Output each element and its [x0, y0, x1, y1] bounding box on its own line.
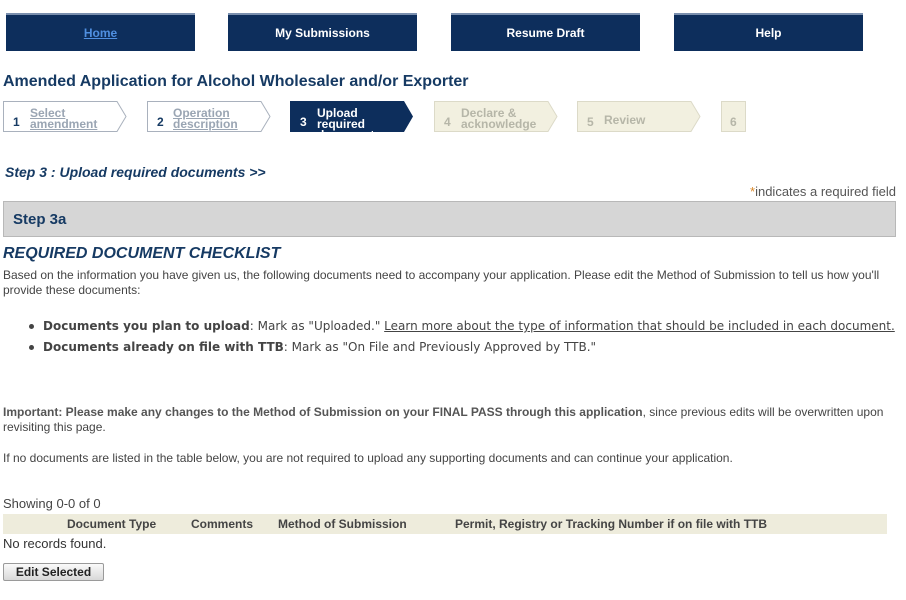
table-header [3, 514, 887, 534]
nav-my-submissions-button[interactable]: My Submissions [228, 13, 417, 51]
instruction-list [26, 316, 898, 358]
learn-more-link[interactable]: Learn more about the type of information that should be included in each document. [384, 319, 895, 333]
nav-resume-draft-button[interactable]: Resume Draft [451, 13, 640, 51]
nav-home-button[interactable]: Home [6, 13, 195, 51]
column-document-type[interactable]: Document Type [67, 517, 157, 531]
step-number: 6 [730, 115, 737, 129]
step-number: 5 [587, 115, 594, 129]
step-label: Upload required documents [317, 106, 382, 142]
step-number: 1 [13, 115, 20, 129]
required-field-note: *indicates a required field [750, 184, 896, 199]
step-number: 4 [444, 115, 451, 129]
edit-selected-button[interactable]: Edit Selected [3, 563, 104, 581]
step-label: Select amendment [30, 106, 98, 131]
step-number: 3 [300, 115, 307, 129]
step-label: Operation description [173, 106, 238, 131]
top-navigation [6, 13, 864, 51]
step-label: Review [604, 113, 646, 127]
column-comments[interactable]: Comments [191, 517, 254, 531]
progress-steps [3, 101, 763, 142]
list-item: Documents already on file with TTB: Mark as "On File and Previously Approved by TTB." [26, 337, 898, 358]
step-heading: Step 3 : Upload required documents >> [5, 164, 266, 180]
no-documents-note: If no documents are listed in the table below, you are not required to upload any supporting documents and can continue your application. [3, 451, 733, 465]
record-count: Showing 0-0 of 0 [3, 496, 101, 511]
nav-help-button[interactable]: Help [674, 13, 863, 51]
section-header: Step 3a [3, 201, 896, 237]
column-permit-number[interactable]: Permit, Registry or Tracking Number if on file with TTB [455, 517, 768, 531]
empty-table-message: No records found. [3, 536, 107, 551]
step-label: Declare & acknowledge [461, 106, 537, 131]
checklist-title: REQUIRED DOCUMENT CHECKLIST [3, 245, 281, 262]
intro-text: Based on the information you have given us, the following documents need to accompany your application. Please edit the Method of Submission to tell us how you'll provide these documents: [3, 268, 880, 297]
important-note: Important: Please make any changes to the Method of Submission on your FINAL PASS through this application, since previous edits will be overwritten upon revisiting this page. [3, 405, 884, 434]
list-item: Documents you plan to upload: Mark as "Uploaded." Learn more about the type of information that should be included in each document. [26, 316, 898, 337]
page-title: Amended Application for Alcohol Wholesaler and/or Exporter [3, 73, 469, 90]
step-number: 2 [157, 115, 164, 129]
column-method-of-submission[interactable]: Method of Submission [278, 517, 407, 531]
required-star: * [750, 184, 756, 199]
